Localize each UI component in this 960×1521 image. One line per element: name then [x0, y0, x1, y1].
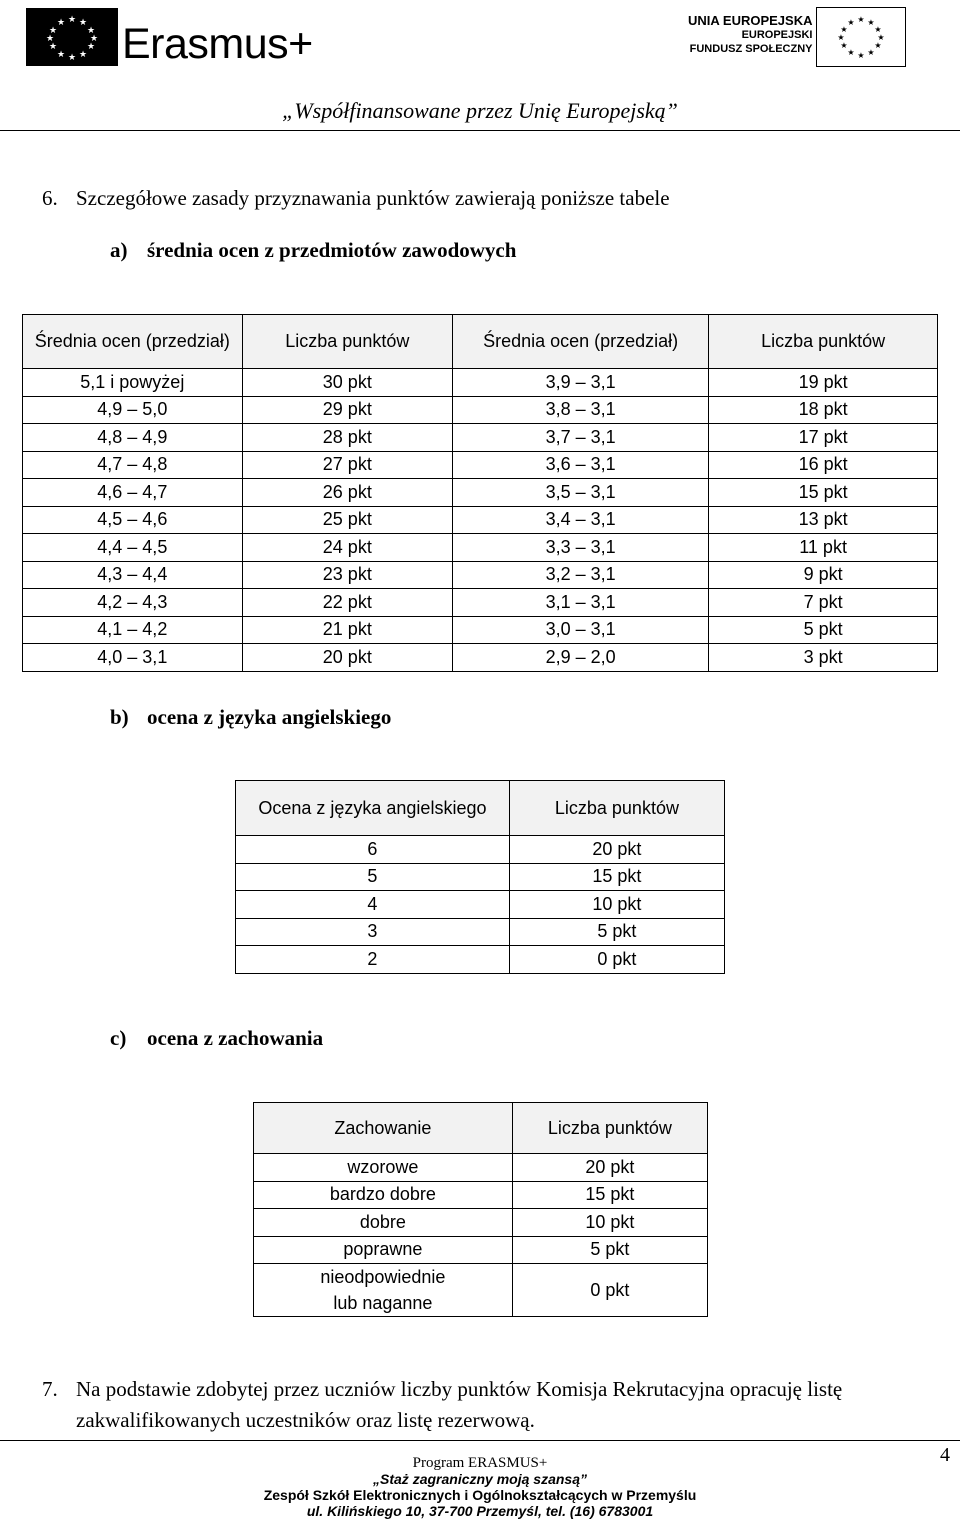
table-cell: 11 pkt — [709, 534, 938, 562]
table-cell: 2,9 – 2,0 — [453, 644, 709, 672]
footer — [0, 1455, 960, 1519]
cell-line: lub naganne — [333, 1293, 433, 1313]
table-cell: 3,3 – 3,1 — [453, 534, 709, 562]
svg-text:★: ★ — [840, 25, 848, 34]
table-cell: dobre — [254, 1209, 513, 1237]
table-row — [254, 1264, 708, 1317]
table-row — [23, 396, 938, 424]
table-cell: 3,1 – 3,1 — [453, 589, 709, 617]
table-cell: 0 pkt — [512, 1264, 707, 1317]
eu-stars-icon — [26, 8, 118, 66]
svg-text:★: ★ — [67, 53, 77, 63]
table-row — [254, 1209, 708, 1237]
table-cell: 26 pkt — [242, 479, 452, 507]
table-cell: 9 pkt — [709, 561, 938, 589]
table-cell: 6 — [236, 836, 510, 864]
svg-text:★: ★ — [48, 42, 58, 52]
svg-text:★: ★ — [840, 41, 848, 50]
subsection-c-label: c) — [110, 1026, 127, 1050]
table-cell: 3,8 – 3,1 — [453, 396, 709, 424]
table-cell: 4,9 – 5,0 — [23, 396, 243, 424]
table-vocational-grades — [22, 314, 938, 672]
table-cell: bardzo dobre — [254, 1181, 513, 1209]
cell-line: nieodpowiednie — [320, 1267, 446, 1287]
footer-school: Zespół Szkół Elektronicznych i Ogólnokształcących w Przemyślu — [263, 1487, 697, 1503]
table-row — [23, 644, 938, 672]
table-cell: 15 pkt — [709, 479, 938, 507]
table-cell: 5 — [236, 863, 510, 891]
table-cell: 3,4 – 3,1 — [453, 506, 709, 534]
table-row — [236, 946, 725, 974]
table-cell: 4,6 – 4,7 — [23, 479, 243, 507]
section-7 — [42, 1374, 957, 1436]
table-cell: 4,5 – 4,6 — [23, 506, 243, 534]
subsection-b-label: b) — [110, 705, 129, 729]
table-cell: poprawne — [254, 1236, 513, 1264]
table-cell: 10 pkt — [512, 1209, 707, 1237]
erasmus-logo-text: Erasmus+ — [122, 20, 313, 68]
table-cell: 23 pkt — [242, 561, 452, 589]
subsection-c-title: ocena z zachowania — [147, 1026, 324, 1050]
table-cell: 4,7 – 4,8 — [23, 451, 243, 479]
eu-flag-logo — [26, 8, 118, 66]
table-cell: 4,2 – 4,3 — [23, 589, 243, 617]
table-cell: 25 pkt — [242, 506, 452, 534]
col-header: Liczba punktów — [512, 1103, 707, 1154]
table-row — [254, 1154, 708, 1182]
svg-text:★: ★ — [78, 50, 88, 60]
table-cell: 3,9 – 3,1 — [453, 369, 709, 397]
eu-label-line2: EUROPEJSKI — [741, 29, 813, 41]
table-cell: 3,5 – 3,1 — [453, 479, 709, 507]
table-row — [23, 451, 938, 479]
col-header: Liczba punktów — [509, 781, 724, 836]
svg-text:★: ★ — [847, 18, 855, 27]
table-row — [23, 561, 938, 589]
footer-program: Program ERASMUS+ — [412, 1455, 548, 1471]
table-cell: 7 pkt — [709, 589, 938, 617]
table-cell: 19 pkt — [709, 369, 938, 397]
table-header-row — [23, 315, 938, 369]
table-row — [23, 479, 938, 507]
table-cell: 4 — [236, 891, 510, 919]
table-cell: 4,8 – 4,9 — [23, 424, 243, 452]
section-6-text: Szczegółowe zasady przyznawania punktów zawierają poniższe tabele — [76, 186, 670, 210]
table-cell: 17 pkt — [709, 424, 938, 452]
svg-text:★: ★ — [86, 26, 96, 36]
svg-text:★: ★ — [48, 26, 58, 36]
table-cell: 3,6 – 3,1 — [453, 451, 709, 479]
table-row — [23, 616, 938, 644]
svg-text:★: ★ — [877, 33, 885, 42]
table-row — [254, 1236, 708, 1264]
col-header: Średnia ocen (przedział) — [453, 315, 709, 369]
subsection-b-heading — [110, 705, 391, 730]
page-number: 4 — [940, 1444, 950, 1466]
table-cell: 20 pkt — [242, 644, 452, 672]
svg-text:★: ★ — [837, 33, 845, 42]
svg-text:★: ★ — [847, 48, 855, 57]
table-cell: 24 pkt — [242, 534, 452, 562]
table-cell: 13 pkt — [709, 506, 938, 534]
svg-text:★: ★ — [857, 15, 865, 24]
section-7-line2: zakwalifikowanych uczestników oraz listę rezerwową. — [76, 1408, 535, 1432]
table-cell: 2 — [236, 946, 510, 974]
table-cell: 3 — [236, 918, 510, 946]
subsection-a-heading — [110, 238, 516, 263]
footer-divider — [0, 1440, 960, 1441]
table-cell: 5 pkt — [509, 918, 724, 946]
table-header-row — [254, 1103, 708, 1154]
svg-text:★: ★ — [56, 50, 66, 60]
subsection-c-heading — [110, 1026, 323, 1051]
table-cell: 3,0 – 3,1 — [453, 616, 709, 644]
col-header: Liczba punktów — [709, 315, 938, 369]
table-row — [236, 836, 725, 864]
table-cell: 3 pkt — [709, 644, 938, 672]
table-cell: 27 pkt — [242, 451, 452, 479]
col-header: Ocena z języka angielskiego — [236, 781, 510, 836]
table-cell: 4,0 – 3,1 — [23, 644, 243, 672]
svg-text:★: ★ — [56, 18, 66, 28]
cofinancing-note: „Współfinansowane przez Unię Europejską” — [282, 98, 678, 123]
section-6-number: 6. — [42, 186, 58, 210]
svg-text:★: ★ — [86, 42, 96, 52]
table-cell: 4,3 – 4,4 — [23, 561, 243, 589]
table-cell: 15 pkt — [512, 1181, 707, 1209]
svg-text:★: ★ — [874, 41, 882, 50]
table-cell: 21 pkt — [242, 616, 452, 644]
table-cell: 5,1 i powyżej — [23, 369, 243, 397]
svg-text:★: ★ — [67, 15, 77, 25]
eu-fund-label — [688, 14, 812, 56]
table-cell: wzorowe — [254, 1154, 513, 1182]
table-cell: 16 pkt — [709, 451, 938, 479]
table-cell: 5 pkt — [709, 616, 938, 644]
table-row — [23, 534, 938, 562]
table-cell: 18 pkt — [709, 396, 938, 424]
table-cell: 20 pkt — [512, 1154, 707, 1182]
col-header: Zachowanie — [254, 1103, 513, 1154]
svg-text:★: ★ — [867, 18, 875, 27]
table-row — [23, 424, 938, 452]
table-cell: 29 pkt — [242, 396, 452, 424]
svg-text:★: ★ — [78, 18, 88, 28]
table-behaviour-grade — [253, 1102, 708, 1317]
eu-label-line1: UNIA EUROPEJSKA — [688, 13, 813, 28]
section-7-number: 7. — [42, 1377, 58, 1401]
col-header: Liczba punktów — [242, 315, 452, 369]
table-row — [236, 863, 725, 891]
table-cell: 28 pkt — [242, 424, 452, 452]
table-cell: 10 pkt — [509, 891, 724, 919]
col-header: Średnia ocen (przedział) — [23, 315, 243, 369]
section-6 — [42, 186, 670, 211]
table-row — [236, 918, 725, 946]
subsection-a-label: a) — [110, 238, 128, 262]
table-row — [254, 1181, 708, 1209]
table-cell: 22 pkt — [242, 589, 452, 617]
table-cell: 30 pkt — [242, 369, 452, 397]
footer-address: ul. Kilińskiego 10, 37-700 Przemyśl, tel. (16) 6783001 — [306, 1503, 654, 1519]
subsection-b-title: ocena z języka angielskiego — [147, 705, 392, 729]
subsection-a-title: średnia ocen z przedmiotów zawodowych — [147, 238, 517, 262]
table-cell: 5 pkt — [512, 1236, 707, 1264]
table-row — [236, 891, 725, 919]
svg-text:★: ★ — [867, 48, 875, 57]
svg-text:★: ★ — [89, 34, 99, 44]
section-7-line1: Na podstawie zdobytej przez uczniów liczby punktów Komisja Rekrutacyjna opracuję listę — [76, 1377, 843, 1401]
footer-motto: „Staż zagraniczny moją szansą” — [373, 1471, 587, 1487]
svg-text:★: ★ — [857, 51, 865, 60]
table-cell: 3,7 – 3,1 — [453, 424, 709, 452]
header-divider — [0, 130, 960, 131]
eu-flag-outline-logo — [816, 7, 906, 67]
table-row — [23, 369, 938, 397]
table-cell — [254, 1264, 513, 1317]
svg-text:★: ★ — [874, 25, 882, 34]
table-cell: 4,1 – 4,2 — [23, 616, 243, 644]
eu-label-line3: FUNDUSZ SPOŁECZNY — [689, 43, 813, 55]
table-cell: 3,2 – 3,1 — [453, 561, 709, 589]
table-header-row — [236, 781, 725, 836]
table-row — [23, 589, 938, 617]
table-cell: 0 pkt — [509, 946, 724, 974]
table-cell: 15 pkt — [509, 863, 724, 891]
table-row — [23, 506, 938, 534]
svg-text:★: ★ — [45, 34, 55, 44]
table-cell: 4,4 – 4,5 — [23, 534, 243, 562]
table-english-grade — [235, 780, 725, 974]
table-cell: 20 pkt — [509, 836, 724, 864]
eu-stars-outline-icon — [817, 8, 905, 66]
